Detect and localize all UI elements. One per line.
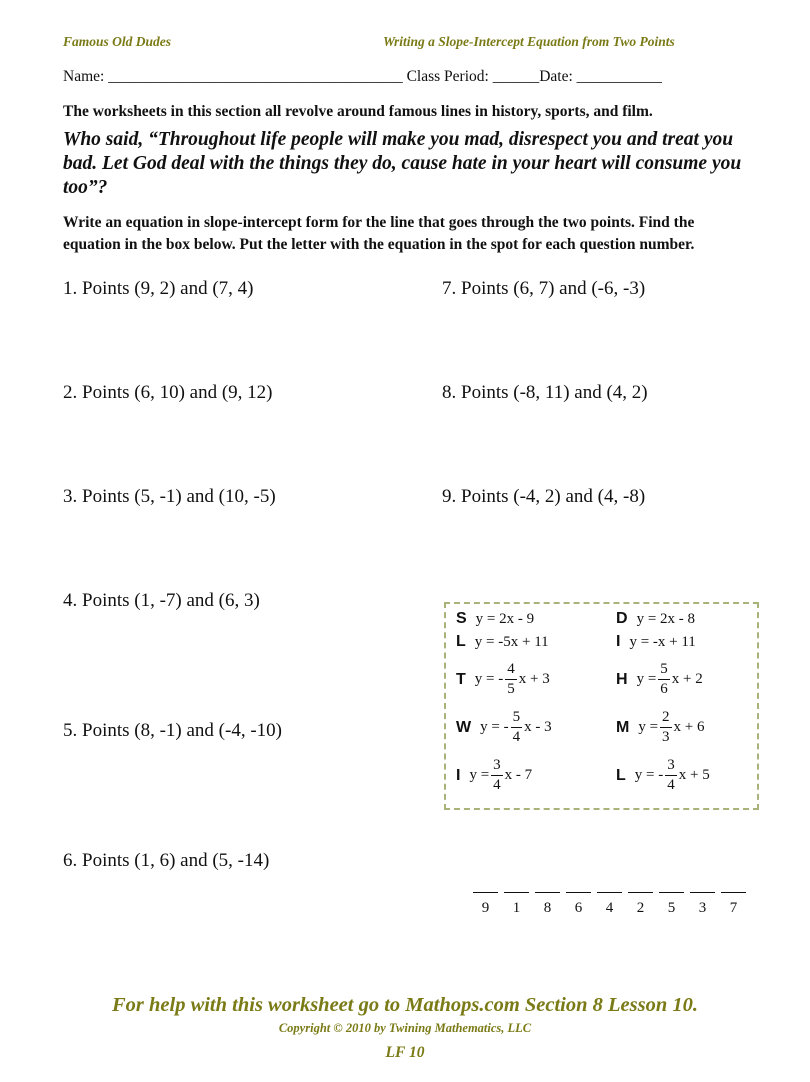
date-label: Date: (539, 68, 573, 85)
choice-equation-prefix: y = (636, 671, 657, 687)
choice-equation: y = 2x - 9 (475, 610, 535, 627)
question-7: 7. Points (6, 7) and (-6, -3) (442, 278, 646, 299)
slot-number: 7 (729, 900, 738, 916)
answer-blank[interactable] (721, 880, 746, 893)
answer-slot[interactable] (689, 880, 716, 917)
choice-w (456, 708, 552, 747)
slot-number: 4 (605, 900, 614, 916)
header-right: Writing a Slope-Intercept Equation from Two Points (383, 34, 675, 49)
choice-s (456, 610, 534, 628)
choice-equation-prefix: y = - (480, 719, 509, 735)
choice-letter: L (616, 766, 626, 784)
name-label: Name: (63, 68, 105, 85)
numerator: 3 (491, 756, 503, 776)
fraction (505, 660, 517, 699)
question-6: 6. Points (1, 6) and (5, -14) (63, 850, 270, 871)
fraction (658, 660, 670, 699)
quote-question: Who said, “Throughout life people will make you mad, disrespect you and treat you bad. Let God deal with the things they do, cause hate in your heart will consume you too”? (63, 129, 742, 198)
header-left: Famous Old Dudes (63, 34, 172, 49)
choice-equation-suffix: x + 6 (673, 719, 705, 735)
fraction (491, 756, 503, 795)
choice-l2 (616, 756, 710, 795)
denominator: 4 (667, 777, 675, 793)
theme-text: The worksheets in this section all revolve around famous lines in history, sports, and film. (63, 103, 653, 120)
answer-blank[interactable] (659, 880, 684, 893)
answer-blank[interactable] (473, 880, 498, 893)
choice-letter: S (456, 610, 467, 627)
choice-equation: y = 2x - 8 (636, 610, 696, 627)
name-line (63, 68, 662, 86)
answer-blank[interactable] (597, 880, 622, 893)
choice-letter: W (456, 718, 472, 736)
choice-equation-prefix: y = (469, 767, 490, 783)
choice-letter: H (616, 670, 628, 688)
answer-slot[interactable] (503, 880, 530, 917)
question-4: 4. Points (1, -7) and (6, 3) (63, 590, 260, 611)
answer-slot[interactable] (472, 880, 499, 917)
choice-equation-suffix: x - 3 (524, 719, 552, 735)
answer-slot[interactable] (627, 880, 654, 917)
numerator: 4 (505, 660, 517, 680)
choice-h (616, 660, 703, 699)
denominator: 4 (512, 729, 521, 745)
choice-m (616, 708, 705, 747)
numerator: 5 (511, 708, 523, 728)
fraction (665, 756, 677, 795)
choice-letter: T (456, 670, 466, 688)
name-field[interactable]: ______________________________________ (108, 68, 403, 85)
slot-number: 2 (636, 900, 645, 916)
slot-number: 8 (543, 900, 552, 916)
choice-letter: I (456, 766, 461, 784)
answer-blank[interactable] (566, 880, 591, 893)
class-period-label: Class Period: (406, 68, 489, 85)
answer-blank[interactable] (628, 880, 653, 893)
denominator: 6 (660, 681, 668, 697)
answer-slot[interactable] (534, 880, 561, 917)
question-8: 8. Points (-8, 11) and (4, 2) (442, 382, 648, 403)
question-5: 5. Points (8, -1) and (-4, -10) (63, 720, 282, 741)
instructions: Write an equation in slope-intercept form for the line that goes through the two points. Find the equation in the box below. Put the letter with the equation in the spot for each question number. (63, 214, 695, 253)
denominator: 4 (493, 777, 501, 793)
slot-number: 5 (667, 900, 676, 916)
date-field[interactable]: ___________ (576, 68, 662, 85)
answer-blank[interactable] (690, 880, 715, 893)
question-1: 1. Points (9, 2) and (7, 4) (63, 278, 254, 299)
answer-choices-box (444, 602, 759, 810)
choice-equation: y = -x + 11 (629, 633, 696, 650)
help-footer: For help with this worksheet go to Mathops.com Section 8 Lesson 10. (111, 994, 699, 1016)
choice-equation: y = -5x + 11 (474, 633, 549, 650)
choice-letter: L (456, 633, 466, 650)
answer-slot[interactable] (565, 880, 592, 917)
answer-blank[interactable] (535, 880, 560, 893)
answer-blank[interactable] (504, 880, 529, 893)
numerator: 2 (660, 708, 672, 728)
fraction (511, 708, 523, 747)
fraction (660, 708, 672, 747)
numerator: 5 (658, 660, 670, 680)
choice-equation-prefix: y = (638, 719, 659, 735)
page-code: LF 10 (385, 1044, 425, 1061)
denominator: 3 (662, 729, 670, 745)
slot-number: 1 (512, 900, 521, 916)
question-2: 2. Points (6, 10) and (9, 12) (63, 382, 273, 403)
choice-equation-prefix: y = - (634, 767, 664, 783)
question-3: 3. Points (5, -1) and (10, -5) (63, 486, 276, 507)
choice-letter: I (616, 633, 621, 650)
answer-slot[interactable] (658, 880, 685, 917)
choice-equation-suffix: x + 5 (678, 767, 710, 783)
choice-i2 (456, 756, 532, 795)
slot-number: 9 (481, 900, 490, 916)
choice-equation-suffix: x + 2 (671, 671, 703, 687)
choice-l1 (456, 633, 549, 651)
choice-letter: M (616, 718, 630, 736)
choice-equation-prefix: y = - (474, 671, 504, 687)
choice-d (616, 610, 695, 628)
choice-letter: D (616, 610, 628, 627)
copyright: Copyright © 2010 by Twining Mathematics, LLC (278, 1021, 532, 1035)
choice-equation-suffix: x + 3 (518, 671, 550, 687)
choice-t (456, 660, 550, 699)
question-9: 9. Points (-4, 2) and (4, -8) (442, 486, 646, 507)
slot-number: 3 (698, 900, 707, 916)
denominator: 5 (507, 681, 515, 697)
numerator: 3 (665, 756, 677, 776)
choice-equation-suffix: x - 7 (504, 767, 533, 783)
slot-number: 6 (574, 900, 583, 916)
class-period-field[interactable]: ______ (492, 68, 540, 85)
choice-i1 (616, 633, 696, 651)
answer-slot[interactable] (596, 880, 623, 917)
answer-slot[interactable] (720, 880, 747, 917)
